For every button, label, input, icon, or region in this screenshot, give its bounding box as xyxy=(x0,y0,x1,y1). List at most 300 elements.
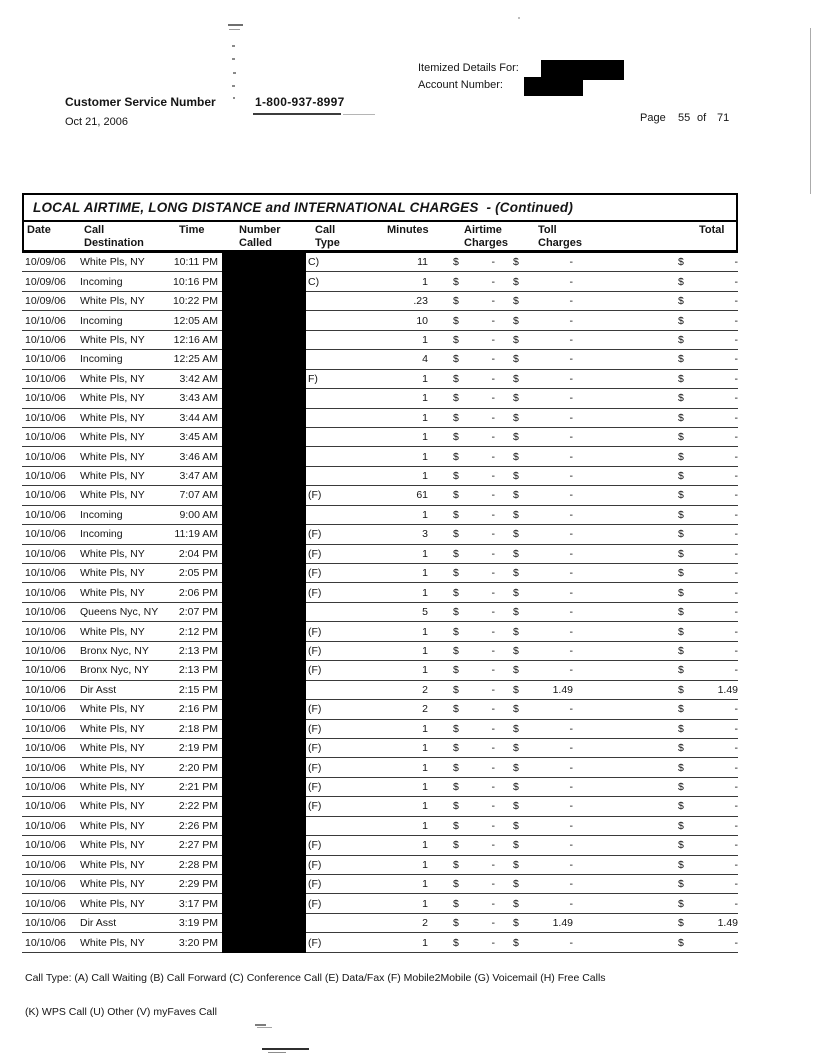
amount: - xyxy=(491,295,495,308)
column-header-date: Date xyxy=(27,224,51,236)
currency-symbol: $ xyxy=(513,450,519,463)
currency-symbol: $ xyxy=(453,936,459,949)
currency-symbol: $ xyxy=(678,897,684,910)
amount: - xyxy=(491,392,495,405)
amount: - xyxy=(491,664,495,677)
currency-symbol: $ xyxy=(453,722,459,735)
cell-airtime-charges xyxy=(428,781,500,793)
amount: - xyxy=(569,897,573,910)
cell-date: 10/10/06 xyxy=(25,703,66,716)
currency-symbol: $ xyxy=(453,606,459,619)
cell-total xyxy=(576,742,738,754)
cell-total xyxy=(576,470,738,482)
amount: - xyxy=(734,470,738,483)
currency-symbol: $ xyxy=(513,528,519,541)
cell-destination: Dir Asst xyxy=(80,917,117,930)
cell-destination: White Pls, NY xyxy=(80,392,145,405)
cell-minutes: 1 xyxy=(422,333,428,346)
cell-time: 2:13 PM xyxy=(178,664,218,677)
cell-total xyxy=(576,781,738,793)
currency-symbol: $ xyxy=(453,372,459,385)
call-type-legend-line2: (K) WPS Call (U) Other (V) myFaves Call xyxy=(25,1006,217,1018)
cell-airtime-charges xyxy=(428,315,500,327)
table-row xyxy=(22,389,738,408)
cell-total xyxy=(576,334,738,346)
currency-symbol: $ xyxy=(453,333,459,346)
amount: 1.49 xyxy=(717,683,738,696)
table-row xyxy=(22,739,738,758)
column-header-call-type: Call Type xyxy=(315,224,340,249)
currency-symbol: $ xyxy=(453,683,459,696)
cell-date: 10/10/06 xyxy=(25,333,66,346)
amount: - xyxy=(491,878,495,891)
currency-symbol: $ xyxy=(513,411,519,424)
currency-symbol: $ xyxy=(453,800,459,813)
table-row xyxy=(22,875,738,894)
cell-toll-charges xyxy=(500,548,576,560)
cell-destination: White Pls, NY xyxy=(80,722,145,735)
currency-symbol: $ xyxy=(678,683,684,696)
currency-symbol: $ xyxy=(678,450,684,463)
cell-total xyxy=(576,820,738,832)
cell-destination: Dir Asst xyxy=(80,683,117,696)
cell-airtime-charges xyxy=(428,762,500,774)
cell-time: 10:16 PM xyxy=(173,275,218,288)
cell-date: 10/10/06 xyxy=(25,897,66,910)
cell-destination: White Pls, NY xyxy=(80,567,145,580)
cell-toll-charges xyxy=(500,392,576,404)
cell-time: 2:21 PM xyxy=(178,781,218,794)
cell-date: 10/10/06 xyxy=(25,470,66,483)
amount: 1.49 xyxy=(552,683,573,696)
currency-symbol: $ xyxy=(513,256,519,269)
amount: - xyxy=(569,314,573,327)
currency-symbol: $ xyxy=(678,858,684,871)
cell-date: 10/10/06 xyxy=(25,800,66,813)
cell-toll-charges xyxy=(500,587,576,599)
cell-airtime-charges xyxy=(428,742,500,754)
amount: - xyxy=(734,314,738,327)
amount: - xyxy=(491,372,495,385)
cell-date: 10/10/06 xyxy=(25,450,66,463)
currency-symbol: $ xyxy=(678,839,684,852)
cell-toll-charges xyxy=(500,334,576,346)
amount: - xyxy=(734,528,738,541)
cell-time: 2:05 PM xyxy=(178,567,218,580)
cell-call-type: (F) xyxy=(308,489,322,502)
amount: - xyxy=(491,819,495,832)
amount: - xyxy=(569,586,573,599)
cell-time: 2:22 PM xyxy=(178,800,218,813)
cell-total xyxy=(576,509,738,521)
currency-symbol: $ xyxy=(678,489,684,502)
currency-symbol: $ xyxy=(453,819,459,832)
amount: - xyxy=(491,742,495,755)
amount: - xyxy=(734,586,738,599)
cell-time: 2:13 PM xyxy=(178,644,218,657)
cell-date: 10/10/06 xyxy=(25,839,66,852)
currency-symbol: $ xyxy=(453,586,459,599)
currency-symbol: $ xyxy=(453,489,459,502)
cell-destination: Incoming xyxy=(80,508,123,521)
currency-symbol: $ xyxy=(513,508,519,521)
currency-symbol: $ xyxy=(453,411,459,424)
amount: 1.49 xyxy=(552,917,573,930)
cell-destination: White Pls, NY xyxy=(80,878,145,891)
cell-airtime-charges xyxy=(428,878,500,890)
column-header-total: Total xyxy=(699,224,725,236)
amount: - xyxy=(491,567,495,580)
currency-symbol: $ xyxy=(678,333,684,346)
table-row xyxy=(22,797,738,816)
cell-date: 10/10/06 xyxy=(25,314,66,327)
scan-artifact xyxy=(233,97,235,99)
cell-destination: White Pls, NY xyxy=(80,256,145,269)
amount: - xyxy=(569,800,573,813)
cell-time: 3:43 AM xyxy=(179,392,218,405)
table-header-row xyxy=(22,222,738,253)
cell-time: 7:07 AM xyxy=(179,489,218,502)
redacted-account-number xyxy=(524,77,583,96)
amount: - xyxy=(569,606,573,619)
cell-time: 2:06 PM xyxy=(178,586,218,599)
cell-airtime-charges xyxy=(428,839,500,851)
amount: - xyxy=(491,353,495,366)
amount: - xyxy=(569,664,573,677)
cell-airtime-charges xyxy=(428,528,500,540)
table-row xyxy=(22,642,738,661)
table-row xyxy=(22,564,738,583)
cell-minutes: 1 xyxy=(422,450,428,463)
cell-toll-charges xyxy=(500,723,576,735)
scan-artifact xyxy=(232,85,235,87)
amount: - xyxy=(491,644,495,657)
amount: - xyxy=(569,722,573,735)
cell-minutes: 10 xyxy=(416,314,428,327)
cell-destination: White Pls, NY xyxy=(80,547,145,560)
cell-destination: Incoming xyxy=(80,353,123,366)
cell-total xyxy=(576,548,738,560)
currency-symbol: $ xyxy=(678,819,684,832)
amount: - xyxy=(734,353,738,366)
cell-destination: White Pls, NY xyxy=(80,431,145,444)
cell-total xyxy=(576,373,738,385)
cell-total xyxy=(576,606,738,618)
cell-destination: Incoming xyxy=(80,528,123,541)
currency-symbol: $ xyxy=(678,275,684,288)
amount: - xyxy=(491,528,495,541)
cell-date: 10/10/06 xyxy=(25,431,66,444)
currency-symbol: $ xyxy=(678,917,684,930)
cell-airtime-charges xyxy=(428,567,500,579)
cell-total xyxy=(576,839,738,851)
amount: - xyxy=(569,450,573,463)
cell-airtime-charges xyxy=(428,353,500,365)
amount: - xyxy=(569,372,573,385)
table-row xyxy=(22,486,738,505)
cell-minutes: 61 xyxy=(416,489,428,502)
cell-date: 10/10/06 xyxy=(25,625,66,638)
currency-symbol: $ xyxy=(513,586,519,599)
table-row xyxy=(22,370,738,389)
currency-symbol: $ xyxy=(513,606,519,619)
amount: - xyxy=(491,450,495,463)
amount: 1.49 xyxy=(717,917,738,930)
table-row xyxy=(22,603,738,622)
amount: - xyxy=(491,625,495,638)
cell-airtime-charges xyxy=(428,645,500,657)
cell-call-type: (F) xyxy=(308,586,322,599)
currency-symbol: $ xyxy=(453,839,459,852)
table-row xyxy=(22,933,738,952)
amount: - xyxy=(569,489,573,502)
cell-date: 10/10/06 xyxy=(25,917,66,930)
divider xyxy=(343,114,375,115)
cell-total xyxy=(576,859,738,871)
currency-symbol: $ xyxy=(453,392,459,405)
cell-toll-charges xyxy=(500,256,576,268)
amount: - xyxy=(491,314,495,327)
table-row xyxy=(22,914,738,933)
currency-symbol: $ xyxy=(678,528,684,541)
scan-artifact xyxy=(518,17,520,19)
scan-artifact xyxy=(228,24,243,26)
amount: - xyxy=(569,858,573,871)
cell-destination: White Pls, NY xyxy=(80,489,145,502)
amount: - xyxy=(734,761,738,774)
cell-date: 10/10/06 xyxy=(25,683,66,696)
cell-airtime-charges xyxy=(428,898,500,910)
cell-airtime-charges xyxy=(428,800,500,812)
currency-symbol: $ xyxy=(453,450,459,463)
table-row xyxy=(22,292,738,311)
amount: - xyxy=(491,411,495,424)
cell-date: 10/10/06 xyxy=(25,761,66,774)
cell-call-type: (F) xyxy=(308,722,322,735)
currency-symbol: $ xyxy=(678,470,684,483)
amount: - xyxy=(734,489,738,502)
currency-symbol: $ xyxy=(678,508,684,521)
cell-time: 2:26 PM xyxy=(178,819,218,832)
amount: - xyxy=(734,295,738,308)
scan-artifact xyxy=(255,1024,266,1026)
cell-date: 10/10/06 xyxy=(25,547,66,560)
table-row xyxy=(22,700,738,719)
currency-symbol: $ xyxy=(513,547,519,560)
cell-airtime-charges xyxy=(428,431,500,443)
amount: - xyxy=(734,644,738,657)
page-label: Page xyxy=(640,112,666,124)
statement-date: Oct 21, 2006 xyxy=(65,116,128,128)
currency-symbol: $ xyxy=(678,431,684,444)
cell-total xyxy=(576,684,738,696)
currency-symbol: $ xyxy=(678,547,684,560)
amount: - xyxy=(734,547,738,560)
currency-symbol: $ xyxy=(513,683,519,696)
cell-toll-charges xyxy=(500,703,576,715)
cell-airtime-charges xyxy=(428,820,500,832)
cell-toll-charges xyxy=(500,781,576,793)
currency-symbol: $ xyxy=(513,878,519,891)
cell-call-type: (F) xyxy=(308,878,322,891)
cell-minutes: 2 xyxy=(422,917,428,930)
currency-symbol: $ xyxy=(678,256,684,269)
cell-minutes: 1 xyxy=(422,819,428,832)
amount: - xyxy=(734,722,738,735)
table-row xyxy=(22,661,738,680)
cell-destination: Queens Nyc, NY xyxy=(80,606,159,619)
itemized-details-label: Itemized Details For: xyxy=(418,62,519,74)
cell-date: 10/10/06 xyxy=(25,372,66,385)
amount: - xyxy=(734,878,738,891)
amount: - xyxy=(734,567,738,580)
currency-symbol: $ xyxy=(453,470,459,483)
cell-minutes: 2 xyxy=(422,703,428,716)
cell-toll-charges xyxy=(500,451,576,463)
cell-minutes: 1 xyxy=(422,664,428,677)
amount: - xyxy=(734,839,738,852)
currency-symbol: $ xyxy=(678,781,684,794)
table-row xyxy=(22,350,738,369)
amount: - xyxy=(734,742,738,755)
cell-destination: White Pls, NY xyxy=(80,781,145,794)
amount: - xyxy=(569,819,573,832)
currency-symbol: $ xyxy=(678,664,684,677)
cell-time: 2:28 PM xyxy=(178,858,218,871)
table-row xyxy=(22,758,738,777)
cell-call-type: (F) xyxy=(308,936,322,949)
currency-symbol: $ xyxy=(513,314,519,327)
cell-time: 11:19 AM xyxy=(174,528,218,541)
cell-time: 3:19 PM xyxy=(178,917,218,930)
cell-airtime-charges xyxy=(428,470,500,482)
amount: - xyxy=(569,878,573,891)
cell-total xyxy=(576,431,738,443)
cell-call-type: (F) xyxy=(308,897,322,910)
currency-symbol: $ xyxy=(453,897,459,910)
amount: - xyxy=(491,547,495,560)
cell-minutes: 1 xyxy=(422,431,428,444)
currency-symbol: $ xyxy=(678,625,684,638)
table-row xyxy=(22,817,738,836)
cell-airtime-charges xyxy=(428,859,500,871)
column-header-destination: Call Destination xyxy=(84,224,144,249)
currency-symbol: $ xyxy=(678,800,684,813)
cell-date: 10/10/06 xyxy=(25,878,66,891)
currency-symbol: $ xyxy=(513,470,519,483)
redacted-number-called-column xyxy=(222,253,306,953)
page-of-label: of xyxy=(697,112,707,124)
amount: - xyxy=(491,431,495,444)
cell-toll-charges xyxy=(500,898,576,910)
cell-total xyxy=(576,898,738,910)
cell-minutes: 1 xyxy=(422,470,428,483)
call-type-legend-line1: Call Type: (A) Call Waiting (B) Call Forward (C) Conference Call (E) Data/Fax (F) Mobile2Mobile (G) Voicemail (H) Free Calls xyxy=(25,972,606,984)
cell-time: 10:22 PM xyxy=(173,295,218,308)
cell-date: 10/09/06 xyxy=(25,256,66,269)
currency-symbol: $ xyxy=(453,431,459,444)
amount: - xyxy=(569,567,573,580)
amount: - xyxy=(734,819,738,832)
cell-call-type: (F) xyxy=(308,567,322,580)
currency-symbol: $ xyxy=(513,664,519,677)
amount: - xyxy=(491,839,495,852)
cell-call-type: (F) xyxy=(308,664,322,677)
column-header-number-called: Number Called xyxy=(239,224,281,249)
currency-symbol: $ xyxy=(678,411,684,424)
amount: - xyxy=(491,800,495,813)
cell-airtime-charges xyxy=(428,587,500,599)
currency-symbol: $ xyxy=(513,742,519,755)
amount: - xyxy=(734,508,738,521)
cell-airtime-charges xyxy=(428,548,500,560)
cell-time: 2:29 PM xyxy=(178,878,218,891)
cell-date: 10/10/06 xyxy=(25,353,66,366)
amount: - xyxy=(734,392,738,405)
table-row xyxy=(22,428,738,447)
scan-artifact xyxy=(232,58,235,60)
cell-total xyxy=(576,295,738,307)
currency-symbol: $ xyxy=(453,547,459,560)
scan-artifact xyxy=(232,45,235,47)
cell-total xyxy=(576,528,738,540)
cell-call-type: (F) xyxy=(308,547,322,560)
currency-symbol: $ xyxy=(513,644,519,657)
cell-airtime-charges xyxy=(428,703,500,715)
amount: - xyxy=(569,528,573,541)
page-number: 55 xyxy=(678,112,691,124)
customer-service-number: 1-800-937-8997 xyxy=(255,95,345,109)
cell-time: 3:46 AM xyxy=(179,450,218,463)
cell-time: 2:12 PM xyxy=(178,625,218,638)
cell-destination: White Pls, NY xyxy=(80,703,145,716)
cell-date: 10/10/06 xyxy=(25,742,66,755)
cell-minutes: 11 xyxy=(417,256,428,269)
cell-date: 10/10/06 xyxy=(25,508,66,521)
amount: - xyxy=(491,703,495,716)
cell-toll-charges xyxy=(500,295,576,307)
currency-symbol: $ xyxy=(453,742,459,755)
table-row xyxy=(22,409,738,428)
cell-airtime-charges xyxy=(428,723,500,735)
cell-total xyxy=(576,256,738,268)
cell-call-type: (F) xyxy=(308,839,322,852)
table-row xyxy=(22,720,738,739)
cell-toll-charges xyxy=(500,412,576,424)
amount: - xyxy=(491,858,495,871)
currency-symbol: $ xyxy=(513,372,519,385)
cell-toll-charges xyxy=(500,917,576,929)
cell-time: 3:44 AM xyxy=(179,411,218,424)
column-header-airtime-charges: Airtime Charges xyxy=(464,224,509,249)
amount: - xyxy=(734,897,738,910)
cell-airtime-charges xyxy=(428,451,500,463)
cell-toll-charges xyxy=(500,878,576,890)
cell-minutes: 1 xyxy=(422,781,428,794)
cell-total xyxy=(576,276,738,288)
currency-symbol: $ xyxy=(678,295,684,308)
amount: - xyxy=(491,586,495,599)
customer-service-label: Customer Service Number xyxy=(65,95,216,109)
cell-toll-charges xyxy=(500,431,576,443)
cell-date: 10/10/06 xyxy=(25,936,66,949)
cell-minutes: 1 xyxy=(422,858,428,871)
table-row xyxy=(22,525,738,544)
cell-time: 2:15 PM xyxy=(178,683,218,696)
cell-airtime-charges xyxy=(428,412,500,424)
cell-minutes: 1 xyxy=(422,508,428,521)
cell-total xyxy=(576,664,738,676)
